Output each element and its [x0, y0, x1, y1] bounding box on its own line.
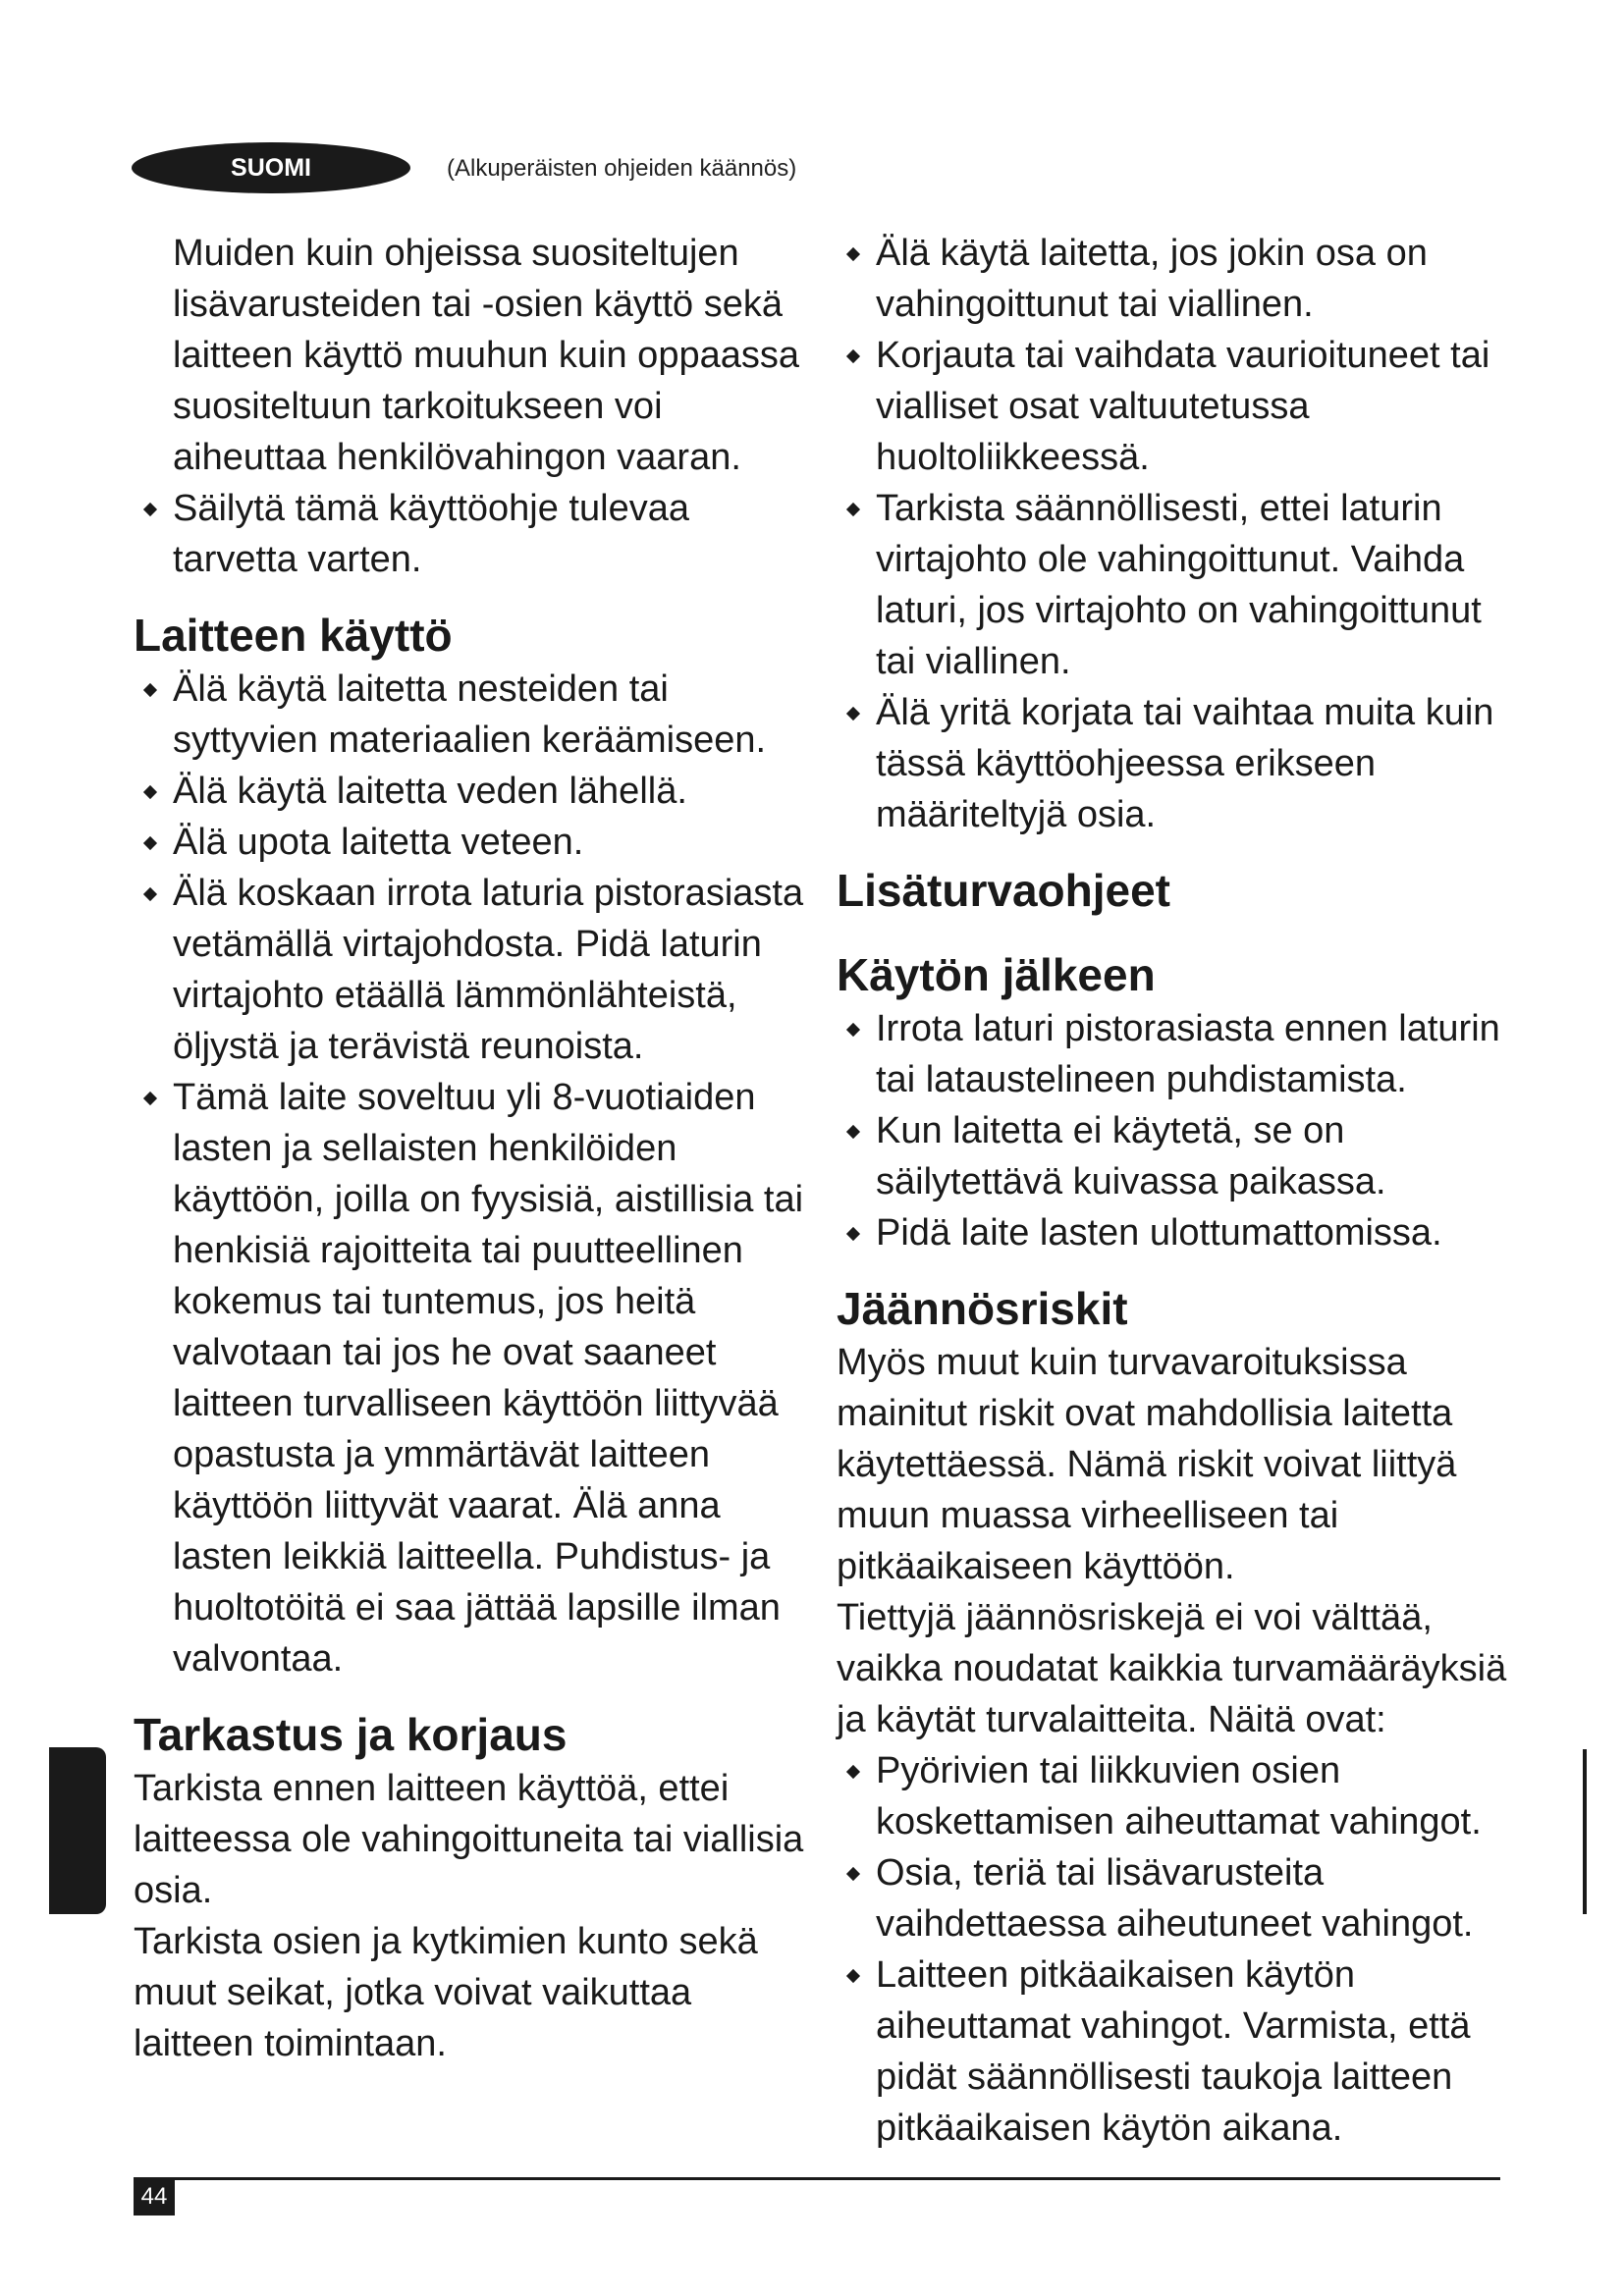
- bullet-icon: [846, 1125, 860, 1139]
- heading-usage: Laitteen käyttö: [134, 610, 453, 661]
- list-item: [837, 1949, 1514, 2154]
- right-column: [837, 228, 1514, 2154]
- inspection-paragraph-1: Tarkista ennen laitteen käyttöä, ettei laitteessa ole vahingoittuneita tai viallisia osia.: [134, 1768, 804, 1911]
- bullet-icon: [846, 1765, 860, 1779]
- residual-paragraph-2: Tiettyjä jäännösriskejä ei voi välttää, vaikka noudatat kaikkia turvamääräyksiä ja käytät turvalaitteita. Näitä ovat:: [837, 1597, 1507, 1740]
- intro-paragraph: Muiden kuin ohjeissa suositeltujen lisävarusteiden tai -osien käyttö sekä laitteen käyttö muuhun kuin oppaassa suositeltuun tarkoitukseen voi aiheuttaa henkilövahingon vaaran.: [173, 233, 799, 478]
- list-item: [837, 483, 1514, 687]
- list-item: [837, 228, 1514, 330]
- bullet-icon: [143, 683, 157, 697]
- list-item-text: Älä käytä laitetta veden lähellä.: [173, 771, 687, 812]
- list-item: [134, 664, 811, 766]
- list-item: [134, 1072, 811, 1684]
- list-item-text: Pyörivien tai liikkuvien osien koskettamisen aiheuttamat vahingot.: [876, 1750, 1482, 1842]
- list-item: [837, 1745, 1514, 1847]
- bullet-icon: [846, 1227, 860, 1241]
- bullet-icon: [846, 503, 860, 516]
- page-number: 44: [134, 2178, 175, 2216]
- language-badge: SUOMI: [132, 142, 410, 193]
- bullet-icon: [143, 836, 157, 850]
- list-item-text: Osia, teriä tai lisävarusteita vaihdettaessa aiheutuneet vahingot.: [876, 1852, 1474, 1945]
- heading-inspection: Tarkastus ja korjaus: [134, 1709, 568, 1760]
- bullet-icon: [143, 503, 157, 516]
- list-item-text: Kun laitetta ei käytetä, se on säilytettävä kuivassa paikassa.: [876, 1110, 1386, 1202]
- list-item-text: Älä upota laitetta veteen.: [173, 822, 584, 863]
- list-item: [134, 766, 811, 817]
- list-item-text: Pidä laite lasten ulottumattomissa.: [876, 1212, 1442, 1254]
- list-item-text: Älä käytä laitetta, jos jokin osa on vahingoittunut tai viallinen.: [876, 233, 1428, 325]
- bullet-icon: [143, 887, 157, 901]
- section-tab-marker: [49, 1747, 106, 1914]
- bullet-icon: [143, 785, 157, 799]
- bullet-icon: [143, 1092, 157, 1105]
- list-item: [134, 817, 811, 868]
- list-item-text: Älä yritä korjata tai vaihtaa muita kuin tässä käyttöohjeessa erikseen määriteltyjä osia.: [876, 692, 1494, 835]
- bullet-icon: [846, 1867, 860, 1881]
- bullet-icon: [846, 1969, 860, 1983]
- list-item-text: Älä koskaan irrota laturia pistorasiasta vetämällä virtajohdosta. Pidä laturin virtajohto etäällä lämmönlähteistä, öljystä ja terävistä reunoista.: [173, 873, 804, 1067]
- list-item-text: Tämä laite soveltuu yli 8-vuotiaiden lasten ja sellaisten henkilöiden käyttöön, joilla on fyysisiä, aistillisia tai henkisiä rajoitteita tai puutteellinen kokemus tai tuntemus, jos heitä valvotaan tai jos he ovat saaneet laitteen turvalliseen käyttöön liittyvää opastusta ja ymmärtävät laitteen käyttöön liittyvät vaarat. Älä anna lasten leikkiä laitteella. Puhdistus- ja huoltotöitä ei saa jättää lapsille ilman valvontaa.: [173, 1077, 804, 1680]
- translation-note: (Alkuperäisten ohjeiden käännös): [447, 155, 797, 182]
- footer-rule: [134, 2177, 1500, 2180]
- list-item-text: Älä käytä laitetta nesteiden tai syttyvien materiaalien keräämiseen.: [173, 668, 767, 761]
- bullet-icon: [846, 1023, 860, 1037]
- margin-rule: [1583, 1749, 1587, 1914]
- bullet-icon: [846, 707, 860, 721]
- list-item-text: Irrota laturi pistorasiasta ennen laturin tai lataustelineen puhdistamista.: [876, 1008, 1500, 1100]
- list-item: [837, 1105, 1514, 1207]
- list-item: [134, 483, 811, 585]
- list-item: [837, 1003, 1514, 1105]
- left-column: [134, 228, 811, 2069]
- heading-extra-safety: Lisäturvaohjeet: [837, 865, 1170, 916]
- list-item: [134, 868, 811, 1072]
- bullet-icon: [846, 247, 860, 261]
- list-item-text: Korjauta tai vaihdata vaurioituneet tai vialliset osat valtuutetussa huoltoliikkeessä.: [876, 335, 1490, 478]
- list-item: [837, 1847, 1514, 1949]
- list-item-text: Laitteen pitkäaikaisen käytön aiheuttamat vahingot. Varmista, että pidät säännöllisesti taukoja laitteen pitkäaikaisen käytön aikana.: [876, 1954, 1471, 2149]
- list-item-text: Säilytä tämä käyttöohje tulevaa tarvetta varten.: [173, 488, 689, 580]
- list-item: [837, 1207, 1514, 1258]
- list-item: [837, 330, 1514, 483]
- residual-paragraph-1: Myös muut kuin turvavaroituksissa mainitut riskit ovat mahdollisia laitetta käytettäessä. Nämä riskit voivat liittyä muun muassa virheelliseen tai pitkäaikaiseen käyttöön.: [837, 1342, 1457, 1587]
- bullet-icon: [846, 349, 860, 363]
- list-item-text: Tarkista säännöllisesti, ettei laturin virtajohto ole vahingoittunut. Vaihda laturi, jos virtajohto on vahingoittunut tai viallinen.: [876, 488, 1482, 682]
- inspection-paragraph-2: Tarkista osien ja kytkimien kunto sekä muut seikat, jotka voivat vaikuttaa laitteen toimintaan.: [134, 1921, 758, 2064]
- heading-after-use: Käytön jälkeen: [837, 949, 1156, 1000]
- list-item: [837, 687, 1514, 840]
- heading-residual-risks: Jäännösriskit: [837, 1283, 1128, 1334]
